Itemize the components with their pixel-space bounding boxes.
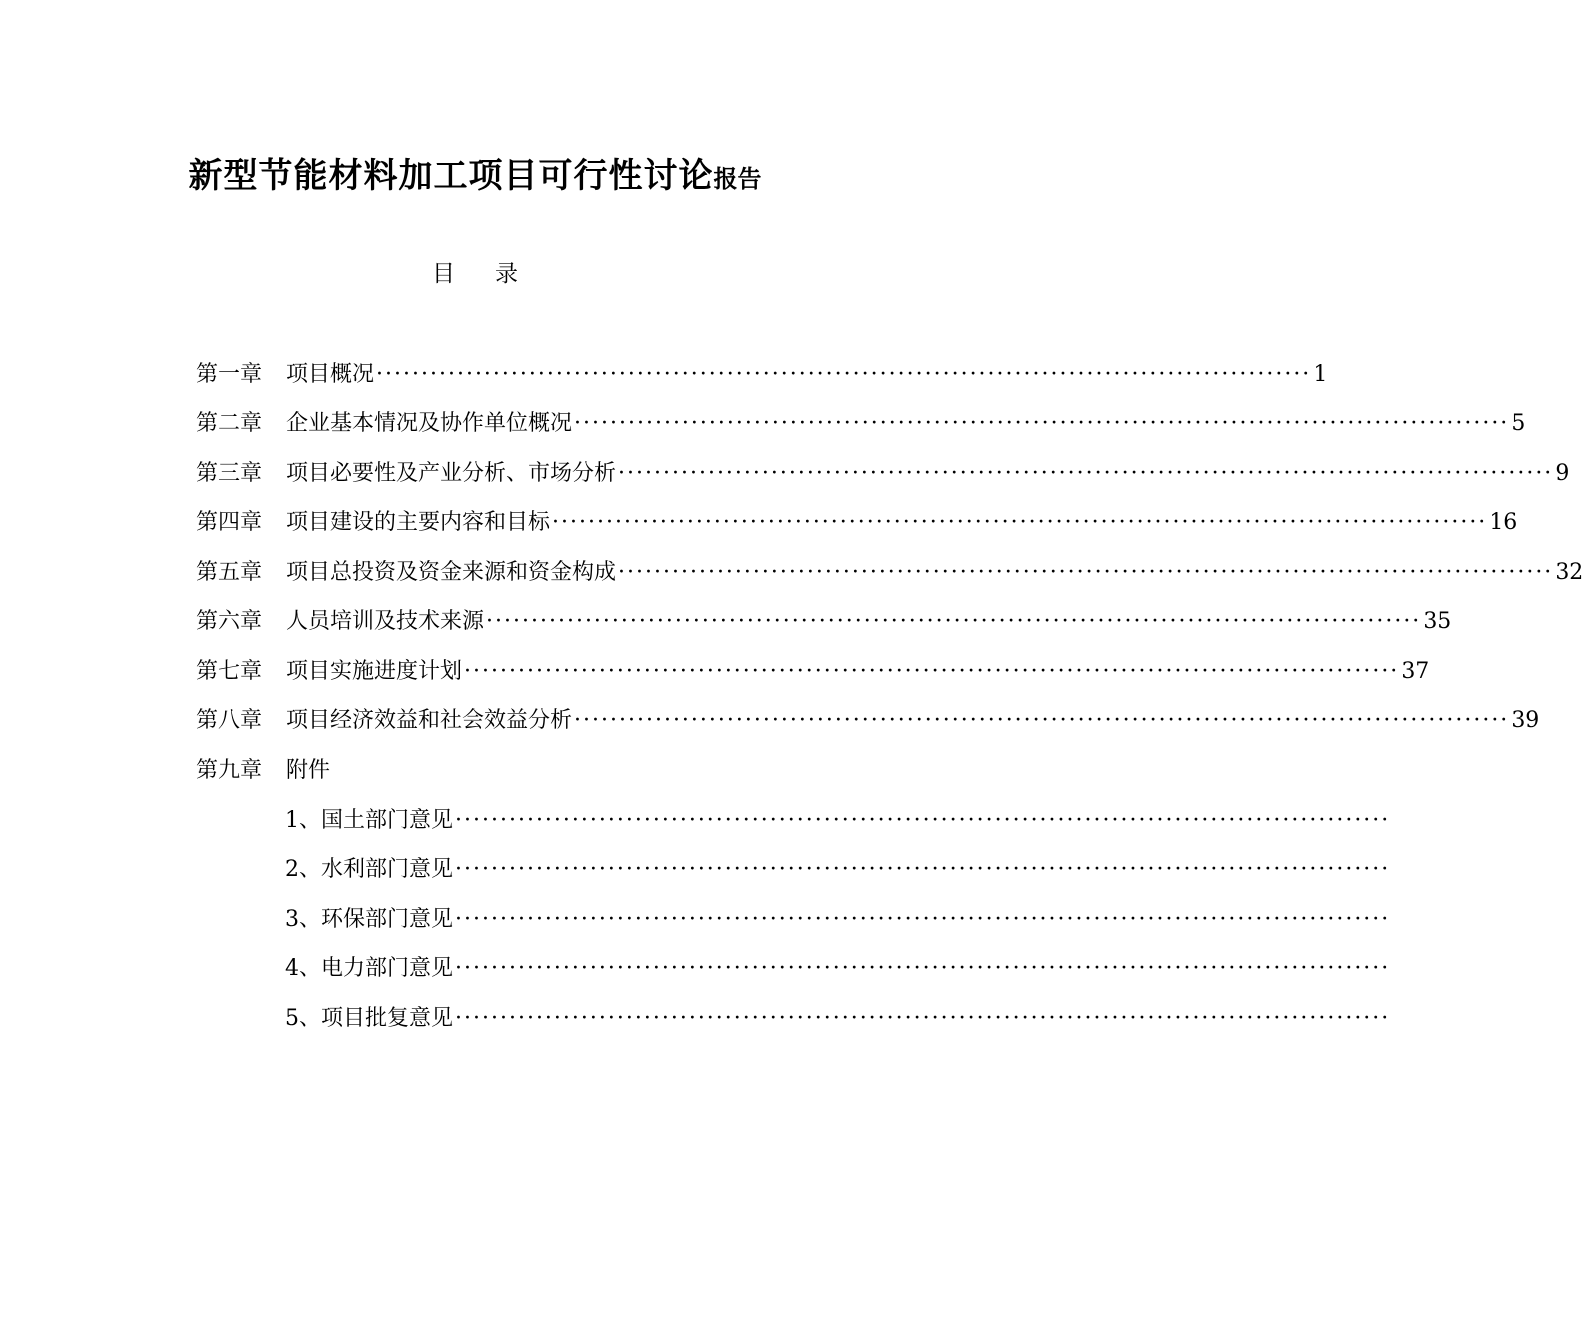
appendix-title: 5、项目批复意见 (285, 1006, 453, 1031)
dot-leader: ········································································································ (574, 708, 1510, 733)
toc-entry-chapter-9[interactable] (196, 754, 794, 788)
chapter-number: 第三章 (196, 461, 263, 486)
toc-entry-chapter-4[interactable] (196, 506, 1518, 540)
chapter-title: 项目实施进度计划 (286, 659, 463, 684)
chapter-title: 项目概况 (286, 362, 375, 387)
chapter-page-number: 39 (1511, 708, 1540, 733)
chapter-number: 第六章 (196, 609, 263, 634)
toc-entry-chapter-7[interactable] (196, 655, 1430, 689)
chapter-title: 项目必要性及产业分析、市场分析 (286, 461, 617, 486)
chapter-number: 第七章 (196, 659, 263, 684)
toc-heading-left: 目 (432, 261, 455, 287)
appendix-title: 4、电力部门意见 (285, 956, 453, 981)
chapter-number: 第二章 (196, 411, 263, 436)
appendix-title: 1、国土部门意见 (285, 808, 453, 833)
toc-entry-appendix-5[interactable] (285, 1002, 1391, 1036)
toc-entry-appendix-4[interactable] (285, 952, 1391, 986)
chapter-title: 项目建设的主要内容和目标 (286, 510, 551, 535)
dot-leader: ········································································································ (455, 857, 1391, 882)
chapter-title: 附件 (286, 758, 331, 783)
chapter-title: 人员培训及技术来源 (286, 609, 485, 634)
chapter-number: 第四章 (196, 510, 263, 535)
chapter-number: 第五章 (196, 560, 263, 585)
toc-entry-appendix-2[interactable] (285, 853, 1391, 887)
toc-entry-chapter-5[interactable] (196, 556, 1583, 590)
dot-leader: ········································································································ (552, 510, 1488, 535)
chapter-page-number: 1 (1313, 362, 1328, 387)
dot-leader: ········································································································ (455, 907, 1391, 932)
chapter-page-number: 37 (1401, 659, 1430, 684)
dot-leader: ········································································································ (464, 659, 1400, 684)
toc-entry-chapter-2[interactable] (196, 407, 1526, 441)
chapter-title: 企业基本情况及协作单位概况 (286, 411, 573, 436)
dot-leader: ········································································································ (376, 362, 1312, 387)
toc-entry-chapter-6[interactable] (196, 605, 1452, 639)
document-title-suffix: 报告 (713, 165, 762, 193)
toc-entry-chapter-8[interactable] (196, 704, 1540, 738)
dot-leader: ········································································································ (618, 560, 1554, 585)
dot-leader: ········································································································ (455, 808, 1391, 833)
chapter-page-number: 9 (1555, 461, 1570, 486)
document-title-main: 新型节能材料加工项目可行性讨论 (188, 156, 714, 196)
chapter-page-number: 5 (1511, 411, 1526, 436)
chapter-page-number: 35 (1423, 609, 1452, 634)
dot-leader: ········································································································ (486, 609, 1422, 634)
chapter-number: 第九章 (196, 758, 263, 783)
toc-heading (0, 258, 950, 290)
toc-entry-chapter-3[interactable] (196, 457, 1570, 491)
appendix-title: 3、环保部门意见 (285, 907, 453, 932)
appendix-title: 2、水利部门意见 (285, 857, 453, 882)
chapter-number: 第八章 (196, 708, 263, 733)
dot-leader: ········································································································ (618, 461, 1554, 486)
chapter-title: 项目总投资及资金来源和资金构成 (286, 560, 617, 585)
chapter-page-number: 16 (1489, 510, 1518, 535)
chapter-number: 第一章 (196, 362, 263, 387)
toc-entry-chapter-1[interactable] (196, 358, 1328, 392)
document-title (0, 152, 950, 203)
toc-entry-appendix-1[interactable] (285, 804, 1391, 838)
chapter-title: 项目经济效益和社会效益分析 (286, 708, 573, 733)
dot-leader: ········································································································ (455, 1006, 1391, 1031)
dot-leader: ········································································································ (455, 956, 1391, 981)
toc-heading-right: 录 (495, 261, 518, 287)
dot-leader: ········································································································ (574, 411, 1510, 436)
chapter-page-number: 32 (1555, 560, 1583, 585)
toc-entry-appendix-3[interactable] (285, 903, 1391, 937)
